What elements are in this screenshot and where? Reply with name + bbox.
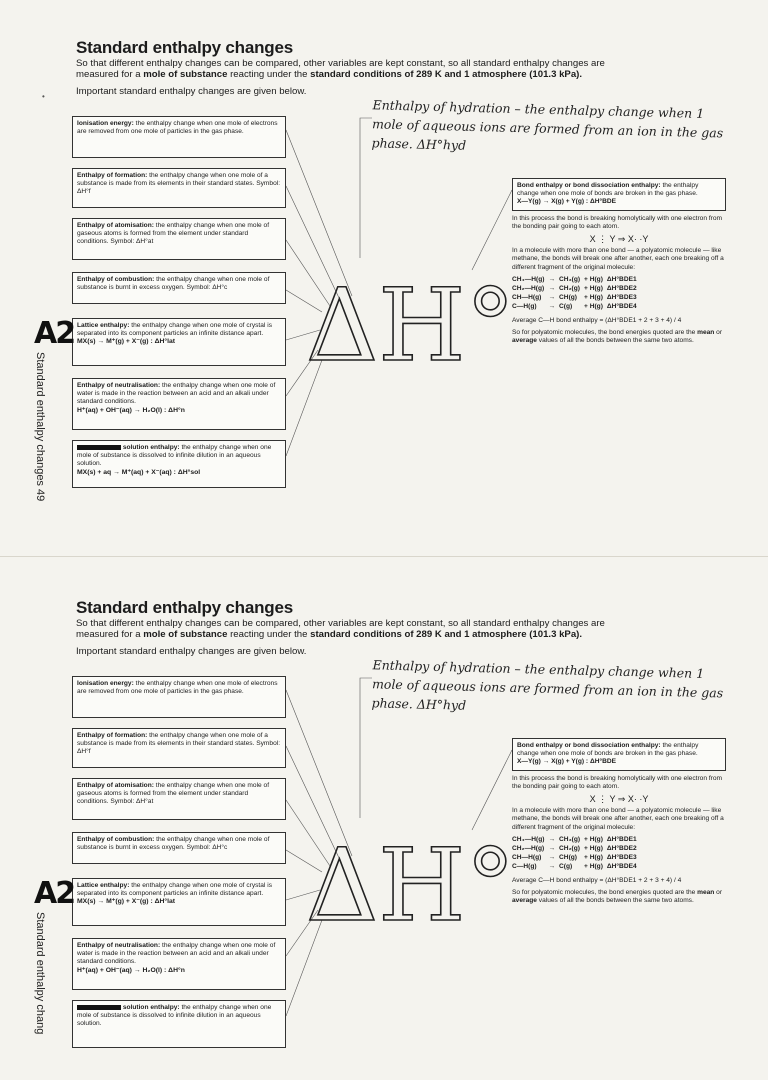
cell: CH₂(g) bbox=[559, 845, 580, 853]
box-heading: Enthalpy of neutralisation: bbox=[77, 942, 161, 949]
intro-part: reacting under the bbox=[227, 629, 311, 640]
cell: ΔH°BDE2 bbox=[606, 285, 637, 293]
box-equation: MX(s) + aq → M⁺(aq) + X⁻(aq) : ΔH°sol bbox=[77, 468, 201, 476]
average-line: Average C—H bond enthalpy = (ΔH°BDE1 + 2 + 3 + 4) / 4 bbox=[512, 876, 682, 884]
summary-bold: mean bbox=[697, 328, 715, 336]
intro-part: So that different enthalpy changes can be compared, other variables are kept constant, so all standard enthalpy changes are measured for a bbox=[76, 618, 605, 640]
panel-text: In this process the bond is breaking homolytically with one electron from the bonding pair going to each atom. bbox=[512, 774, 723, 790]
table-row bbox=[512, 285, 641, 294]
summary-part: So for polyatomic molecules, the bond energies quoted are the bbox=[512, 888, 698, 896]
homolytic-diagram: X ⋮ Y ⇒ X· ·Y bbox=[589, 794, 649, 805]
cell: C—H(g) bbox=[512, 303, 537, 311]
cell: CH(g) bbox=[559, 854, 577, 862]
bullet-mark: • bbox=[42, 92, 45, 101]
box-heading: solution enthalpy: bbox=[122, 444, 180, 451]
panel-summary bbox=[512, 329, 726, 345]
definition-box bbox=[72, 440, 286, 488]
definition-box bbox=[72, 1000, 286, 1048]
handwritten-note: Enthalpy of hydration – the enthalpy change when 1 mole of aqueous ions are formed from an ion in the gas phase. ΔH°hyd bbox=[371, 657, 724, 713]
box-heading: Enthalpy of atomisation: bbox=[77, 782, 154, 789]
box-text: the enthalpy change when one mole of crystal is separated into its component particles an infinite distance apart. bbox=[77, 882, 272, 898]
cell: → bbox=[548, 845, 556, 853]
cell: → bbox=[548, 275, 556, 283]
definition-box bbox=[72, 778, 286, 820]
summary-bold: average bbox=[512, 897, 537, 905]
table-row bbox=[512, 276, 641, 285]
bond-enthalpy-panel bbox=[512, 178, 726, 349]
table-row bbox=[512, 836, 641, 845]
summary-part: So for polyatomic molecules, the bond energies quoted are the bbox=[512, 328, 698, 336]
intro-text bbox=[76, 618, 636, 640]
side-label: Standard enthalpy changes 49 bbox=[34, 352, 46, 502]
box-text: the enthalpy change when one mole of gaseous atoms is formed from the element under standard conditions. Symbol: ΔH°at bbox=[77, 782, 270, 806]
box-text: the enthalpy change when one mole of substance is burnt in excess oxygen. Symbol: ΔH°c bbox=[77, 276, 270, 292]
cell: + H(g) bbox=[584, 303, 603, 311]
panel-summary bbox=[512, 889, 726, 905]
cell: CH₃(g) bbox=[559, 835, 581, 843]
panel-text: the enthalpy change when one mole of bonds are broken in the gas phase. bbox=[517, 182, 699, 198]
cell: → bbox=[548, 835, 556, 843]
definition-box bbox=[72, 832, 286, 864]
delta-h-text: ΔH° bbox=[306, 267, 516, 384]
summary-bold: average bbox=[512, 337, 537, 345]
cell: ΔH°BDE4 bbox=[606, 863, 637, 871]
cell: CH—H(g) bbox=[512, 854, 542, 862]
box-heading: Enthalpy of neutralisation: bbox=[77, 382, 161, 389]
panel-text: the enthalpy change when one mole of bonds are broken in the gas phase. bbox=[517, 742, 699, 758]
cell: → bbox=[548, 294, 556, 302]
definition-box bbox=[72, 272, 286, 304]
delta-h-symbol bbox=[302, 822, 516, 944]
cell: ΔH°BDE4 bbox=[606, 303, 637, 311]
panel-heading: Bond enthalpy or bond dissociation enthalpy: bbox=[517, 742, 661, 749]
summary-part: or bbox=[714, 328, 723, 336]
box-equation: H⁺(aq) + OH⁻(aq) → H₂O(l) : ΔH°n bbox=[77, 966, 185, 974]
box-text: the enthalpy change when one mole of substance is dissolved to infinite dilution in an aqueous solution. bbox=[77, 444, 272, 468]
box-heading: Ionisation energy: bbox=[77, 120, 134, 127]
box-equation: MX(s) → M⁺(g) + X⁻(g) : ΔH°lat bbox=[77, 338, 176, 346]
cell: → bbox=[548, 863, 556, 871]
box-heading: Enthalpy of combustion: bbox=[77, 836, 155, 843]
delta-h-text: ΔH° bbox=[306, 827, 516, 944]
cell: → bbox=[548, 854, 556, 862]
cell: + H(g) bbox=[584, 275, 603, 283]
box-heading: solution enthalpy: bbox=[122, 1004, 180, 1011]
cell: + H(g) bbox=[584, 835, 603, 843]
cell: ΔH°BDE3 bbox=[606, 854, 637, 862]
box-equation: H⁺(aq) + OH⁻(aq) → H₂O(l) : ΔH°n bbox=[77, 406, 185, 414]
cell: CH₃(g) bbox=[559, 275, 581, 283]
intro-bold: mole of substance bbox=[143, 69, 228, 80]
box-text: the enthalpy change when one mole of a substance is made from its elements in their standard states. Symbol: ΔH°f bbox=[77, 732, 281, 756]
box-text: the enthalpy change when one mole of water is made in the reaction between an acid and an alkali under standard conditions. bbox=[77, 942, 276, 966]
panel-text: In a molecule with more than one bond — a polyatomic molecule — like methane, the bonds will break one after another, each one breaking off a different fragment of the original molecule: bbox=[512, 807, 724, 831]
delta-h-symbol bbox=[302, 262, 516, 384]
box-heading: Enthalpy of formation: bbox=[77, 732, 148, 739]
handwritten-note: Enthalpy of hydration – the enthalpy change when 1 mole of aqueous ions are formed from an ion in the gas phase. ΔH°hyd bbox=[371, 97, 724, 153]
handwritten-a2: A2 bbox=[34, 876, 75, 911]
panel-heading: Bond enthalpy or bond dissociation enthalpy: bbox=[517, 182, 661, 189]
intro-bold: mole of substance bbox=[143, 629, 228, 640]
box-text: the enthalpy change when one mole of crystal is separated into its component particles an infinite distance apart. bbox=[77, 322, 272, 338]
definition-box bbox=[72, 728, 286, 768]
bond-enthalpy-panel bbox=[512, 738, 726, 909]
table-row bbox=[512, 863, 641, 872]
cell: CH₄—H(g) bbox=[512, 835, 545, 843]
redaction-mark bbox=[77, 445, 121, 450]
intro-bold: standard conditions of 289 K and 1 atmosphere (101.3 kPa). bbox=[310, 629, 583, 640]
cell: C(g) bbox=[559, 303, 573, 311]
average-line: Average C—H bond enthalpy = (ΔH°BDE1 + 2 + 3 + 4) / 4 bbox=[512, 316, 682, 324]
cell: ΔH°BDE3 bbox=[606, 294, 637, 302]
summary-part: or bbox=[714, 888, 723, 896]
box-text: the enthalpy change when one mole of substance is burnt in excess oxygen. Symbol: ΔH°c bbox=[77, 836, 270, 852]
cell: + H(g) bbox=[584, 863, 603, 871]
table-row bbox=[512, 303, 641, 312]
intro-part: So that different enthalpy changes can be compared, other variables are kept constant, so all standard enthalpy changes are measured for a bbox=[76, 58, 605, 80]
box-text: the enthalpy change when one mole of gaseous atoms is formed from the element under standard conditions. Symbol: ΔH°at bbox=[77, 222, 270, 246]
cell: + H(g) bbox=[584, 285, 603, 293]
cell: CH₂—H(g) bbox=[512, 845, 545, 853]
definition-box bbox=[72, 378, 286, 430]
bde-table bbox=[512, 276, 641, 313]
box-heading: Lattice enthalpy: bbox=[77, 322, 130, 329]
cell: ΔH°BDE2 bbox=[606, 845, 637, 853]
box-heading: Enthalpy of formation: bbox=[77, 172, 148, 179]
panel-text: In a molecule with more than one bond — a polyatomic molecule — like methane, the bonds will break one after another, each one breaking off a different fragment of the original molecule: bbox=[512, 247, 724, 271]
important-line: Important standard enthalpy changes are given below. bbox=[76, 646, 307, 657]
cell: ΔH°BDE1 bbox=[606, 275, 637, 283]
box-text: the enthalpy change when one mole of electrons are removed from one mole of particles in the gas phase. bbox=[77, 120, 278, 136]
panel-equation: X—Y(g) → X(g) + Y(g) : ΔH°BDE bbox=[517, 758, 617, 766]
cell: CH—H(g) bbox=[512, 294, 542, 302]
page-title: Standard enthalpy changes bbox=[76, 38, 293, 57]
definition-box bbox=[72, 218, 286, 260]
panel-equation: X—Y(g) → X(g) + Y(g) : ΔH°BDE bbox=[517, 198, 617, 206]
box-text: the enthalpy change when one mole of a substance is made from its elements in their standard states. Symbol: ΔH°f bbox=[77, 172, 281, 196]
box-heading: Lattice enthalpy: bbox=[77, 882, 130, 889]
table-row bbox=[512, 845, 641, 854]
homolytic-diagram: X ⋮ Y ⇒ X· ·Y bbox=[589, 234, 649, 245]
box-heading: Enthalpy of atomisation: bbox=[77, 222, 154, 229]
cell: C—H(g) bbox=[512, 863, 537, 871]
definition-box bbox=[72, 938, 286, 990]
bond-enthalpy-box bbox=[512, 178, 726, 211]
cell: C(g) bbox=[559, 863, 573, 871]
box-heading: Ionisation energy: bbox=[77, 680, 134, 687]
box-text: the enthalpy change when one mole of water is made in the reaction between an acid and an alkali under standard conditions. bbox=[77, 382, 276, 406]
handwritten-a2: A2 bbox=[34, 316, 75, 351]
document-page-2 bbox=[0, 560, 768, 1035]
summary-part: values of all the bonds between the same two atoms. bbox=[536, 897, 694, 905]
cell: CH(g) bbox=[559, 294, 577, 302]
summary-bold: mean bbox=[697, 888, 715, 896]
important-line: Important standard enthalpy changes are given below. bbox=[76, 86, 307, 97]
box-text: the enthalpy change when one mole of substance is dissolved to infinite dilution in an aqueous solution. bbox=[77, 1004, 272, 1028]
redaction-mark bbox=[77, 1005, 121, 1010]
intro-part: reacting under the bbox=[227, 69, 311, 80]
box-heading: Enthalpy of combustion: bbox=[77, 276, 155, 283]
cell: + H(g) bbox=[584, 845, 603, 853]
cell: CH₄—H(g) bbox=[512, 275, 545, 283]
panel-text: In this process the bond is breaking homolytically with one electron from the bonding pair going to each atom. bbox=[512, 214, 723, 230]
cell: + H(g) bbox=[584, 854, 603, 862]
cell: ΔH°BDE1 bbox=[606, 835, 637, 843]
definition-box bbox=[72, 116, 286, 158]
side-label: Standard enthalpy chang bbox=[34, 912, 46, 1035]
bond-enthalpy-box bbox=[512, 738, 726, 771]
cell: → bbox=[548, 303, 556, 311]
intro-bold: standard conditions of 289 K and 1 atmosphere (101.3 kPa). bbox=[310, 69, 583, 80]
page-title: Standard enthalpy changes bbox=[76, 598, 293, 617]
definition-box bbox=[72, 878, 286, 926]
definition-box bbox=[72, 318, 286, 366]
summary-part: values of all the bonds between the same two atoms. bbox=[536, 337, 694, 345]
box-equation: MX(s) → M⁺(g) + X⁻(g) : ΔH°lat bbox=[77, 898, 176, 906]
intro-text bbox=[76, 58, 636, 80]
cell: CH₂(g) bbox=[559, 285, 580, 293]
cell: CH₂—H(g) bbox=[512, 285, 545, 293]
sheet-divider bbox=[0, 556, 768, 557]
cell: → bbox=[548, 285, 556, 293]
definition-box bbox=[72, 676, 286, 718]
document-page-1 bbox=[0, 0, 768, 520]
box-text: the enthalpy change when one mole of electrons are removed from one mole of particles in the gas phase. bbox=[77, 680, 278, 696]
cell: + H(g) bbox=[584, 294, 603, 302]
bde-table bbox=[512, 836, 641, 873]
definition-box bbox=[72, 168, 286, 208]
